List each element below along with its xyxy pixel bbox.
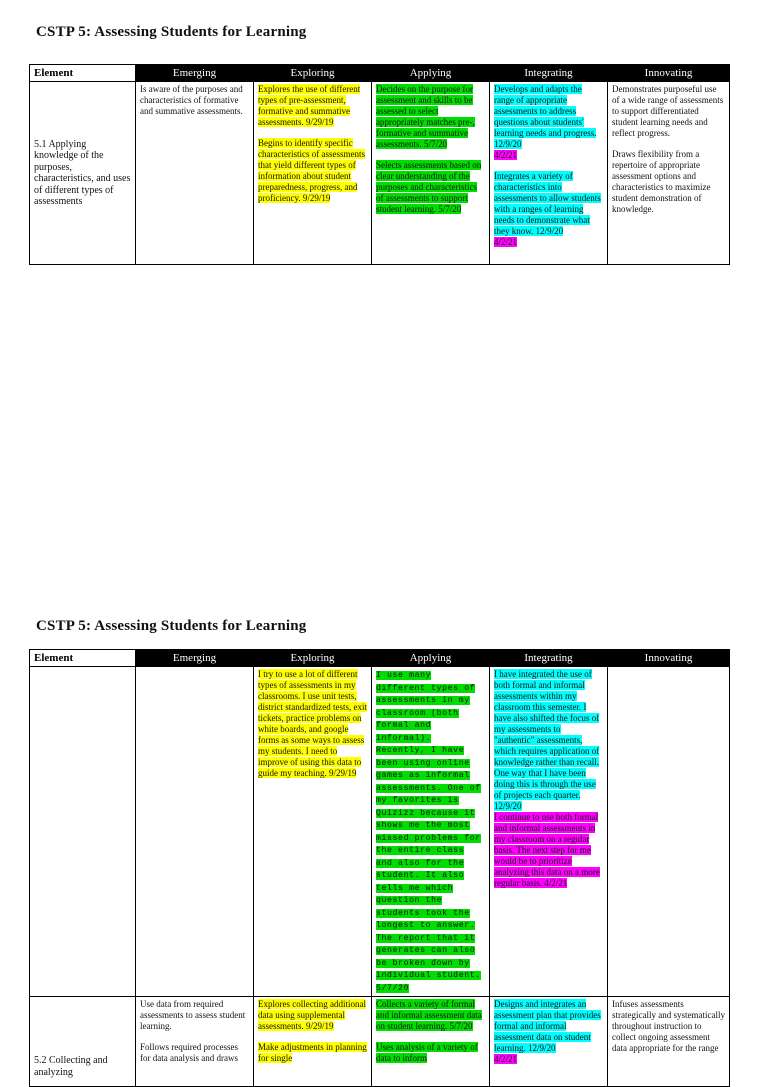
integrating-cell	[490, 667, 608, 997]
integrating-text-2: Integrates a variety of characteristics into assessments to allow students with a ranges of learning needs to demonstrate what they know. 12/9/20	[494, 171, 601, 236]
integrating-reflection-2: I continue to use both formal and informal assessments in my classroom on a regular basis. The next step for me would be to prioritize analyzing this data on a more regular basis. 4/2/21	[494, 812, 600, 888]
emerging-cell	[136, 997, 254, 1087]
header-applying: Applying	[372, 650, 490, 667]
page2-rubric-table	[29, 649, 730, 1087]
header-element: Element	[30, 650, 136, 667]
innovating-cell	[608, 667, 730, 997]
table-row	[30, 82, 730, 265]
innovating-cell	[608, 997, 730, 1087]
integrating-cell	[490, 82, 608, 265]
exploring-text-1: Explores the use of different types of pre-assessment, formative and summative assessments. 9/29/19	[258, 84, 361, 127]
header-applying: Applying	[372, 65, 490, 82]
page1-title: CSTP 5: Assessing Students for Learning	[36, 24, 307, 40]
header-emerging: Emerging	[136, 650, 254, 667]
exploring-cell	[254, 667, 372, 997]
element-label: 5.2 Collecting and analyzing	[34, 1055, 108, 1078]
element-label: 5.1 Applying knowledge of the purposes, characteristics, and uses of different types of assessments	[34, 138, 131, 207]
emerging-cell	[136, 667, 254, 997]
table-row	[30, 997, 730, 1087]
page2-header-row	[30, 650, 730, 667]
page1-rubric-table	[29, 64, 730, 265]
applying-cell	[372, 82, 490, 265]
applying-text-1: Collects a variety of formal and informal assessment data on student learning. 5/7/20	[376, 999, 482, 1031]
header-innovating: Innovating	[608, 650, 730, 667]
applying-cell	[372, 667, 490, 997]
exploring-text-1: Explores collecting additional data using supplemental assessments. 9/29/19	[258, 999, 366, 1031]
page2-title: CSTP 5: Assessing Students for Learning	[36, 618, 307, 634]
innovating-text-2: Draws flexibility from a repertoire of appropriate assessment options and characteristics to maximize student demonstration of knowledge.	[612, 149, 711, 214]
element-cell	[30, 82, 136, 265]
element-cell	[30, 997, 136, 1087]
innovating-text-1: Demonstrates purposeful use of a wide range of assessments to support differentiated student learning needs and reflect progress.	[612, 84, 724, 138]
emerging-text-2: Follows required processes for data analysis and draws	[140, 1042, 238, 1063]
applying-text-2: Uses analysis of a variety of data to inform	[376, 1042, 478, 1063]
applying-cell	[372, 997, 490, 1087]
integrating-date-2: 4/2/21	[494, 237, 518, 247]
emerging-cell	[136, 82, 254, 265]
page1-header-row	[30, 65, 730, 82]
exploring-text-2: Make adjustments in planning for single	[258, 1042, 367, 1063]
applying-text-1: Decides on the purpose for assessment and skills to be assessed to select appropriately matches pre-, formative and summative assessments. 5/7/20	[376, 84, 475, 149]
applying-reflection: I use many different types of assessments in my classroom (both formal and informal). Recently, I have been using online games as informal assessments. One of my favorites is Quizizz because it shows me the most missed problems for the entire class and also for the student. It also tells me which question the students took the longest to answer. The report that it generates can also be broken down by individual student. 5/7/20	[376, 671, 481, 993]
integrating-date-1: 4/2/21	[494, 1054, 518, 1064]
header-element: Element	[30, 65, 136, 82]
exploring-cell	[254, 997, 372, 1087]
exploring-reflection: I try to use a lot of different types of assessments in my classrooms. I use unit tests, district standardized tests, exit tickets, practice problems on white boards, and google forms as some ways to assess my students. I need to improve of using this data to guide my teaching. 9/29/19	[258, 669, 367, 778]
header-emerging: Emerging	[136, 65, 254, 82]
header-integrating: Integrating	[490, 65, 608, 82]
integrating-cell	[490, 997, 608, 1087]
element-cell	[30, 667, 136, 997]
integrating-text-1: Develops and adapts the range of appropriate assessments to address questions about students' learning needs and progress. 12/9/20	[494, 84, 597, 149]
innovating-text: Infuses assessments strategically and systematically throughout instruction to collect ongoing assessment data appropriate for the range	[612, 999, 725, 1053]
exploring-cell	[254, 82, 372, 265]
header-exploring: Exploring	[254, 650, 372, 667]
emerging-text-1: Use data from required assessments to assess student learning.	[140, 999, 246, 1031]
integrating-reflection-1: I have integrated the use of both formal and informal assessments within my classroom this semester. I have also shifted the focus of my assessments to "authentic" assessments, which requires application of knowledge rather than recall. One way that I have been doing this is through the use of projects each quarter. 12/9/20	[494, 669, 600, 811]
exploring-text-2: Begins to identify specific characteristics of assessments that yield different types of information about student preparedness, progress, and proficiency. 9/29/19	[258, 138, 365, 203]
innovating-cell	[608, 82, 730, 265]
table-row	[30, 667, 730, 997]
applying-text-2: Selects assessments based on clear understanding of the purposes and characteristics of assessments to support student learning. 5/7/20	[376, 160, 482, 214]
emerging-text: Is aware of the purposes and characteristics of formative and summative assessments.	[140, 84, 243, 116]
header-integrating: Integrating	[490, 650, 608, 667]
integrating-text-1: Designs and integrates an assessment plan that provides formal and informal assessment data on student learning. 12/9/20	[494, 999, 601, 1053]
header-innovating: Innovating	[608, 65, 730, 82]
integrating-date-1: 4/2/21	[494, 150, 518, 160]
header-exploring: Exploring	[254, 65, 372, 82]
